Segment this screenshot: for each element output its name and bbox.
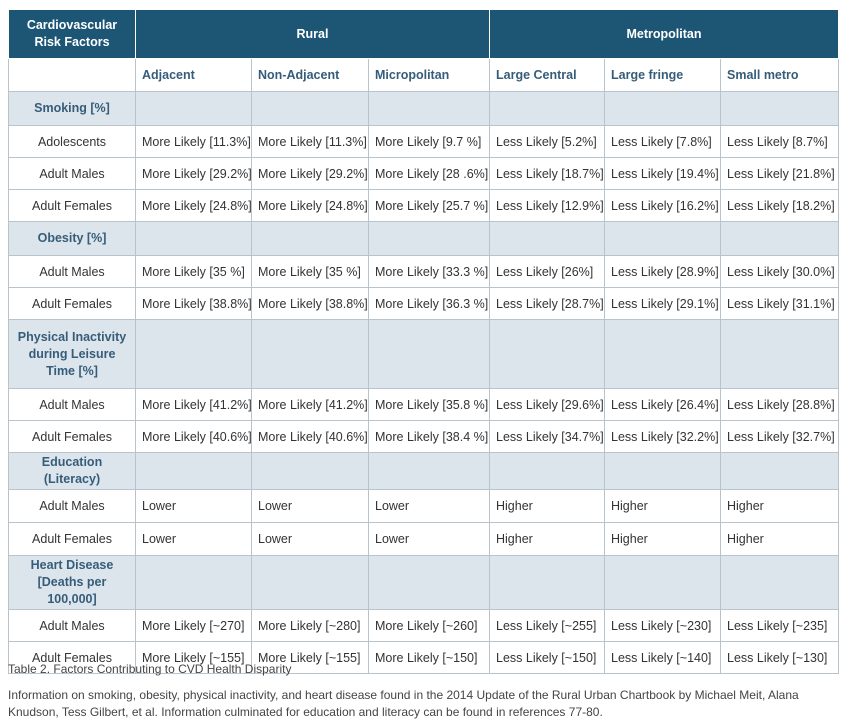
value-cell: More Likely [35 %] xyxy=(252,256,369,288)
value-cell: More Likely [38.8%] xyxy=(136,288,252,320)
subheader-empty xyxy=(9,59,136,92)
value-cell: More Likely [25.7 %] xyxy=(369,190,490,222)
value-cell: Less Likely [30.0%] xyxy=(721,256,839,288)
value-cell: More Likely [41.2%] xyxy=(136,389,252,421)
section-row xyxy=(9,556,839,610)
section-row xyxy=(9,222,839,256)
value-cell: More Likely [40.6%] xyxy=(252,421,369,453)
value-cell: Lower xyxy=(369,523,490,556)
section-empty-cell xyxy=(252,92,369,126)
value-cell: Less Likely [29.6%] xyxy=(490,389,605,421)
value-cell: More Likely [28 .6%] xyxy=(369,158,490,190)
subheader-small-metro: Small metro xyxy=(721,59,839,92)
subheader-row xyxy=(9,59,839,92)
section-row xyxy=(9,320,839,389)
value-cell: More Likely [40.6%] xyxy=(136,421,252,453)
value-cell: Higher xyxy=(490,490,605,523)
section-empty-cell xyxy=(369,453,490,490)
value-cell: More Likely [36.3 %] xyxy=(369,288,490,320)
section-empty-cell xyxy=(721,92,839,126)
value-cell: Less Likely [32.7%] xyxy=(721,421,839,453)
value-cell: Less Likely [~130] xyxy=(721,642,839,674)
table-row xyxy=(9,256,839,288)
value-cell: Less Likely [26.4%] xyxy=(605,389,721,421)
group-header-rural: Rural xyxy=(136,10,490,59)
subheader-large-fringe: Large fringe xyxy=(605,59,721,92)
row-label: Adult Females xyxy=(9,642,136,674)
row-label: Adult Males xyxy=(9,610,136,642)
value-cell: Higher xyxy=(721,523,839,556)
value-cell: Less Likely [19.4%] xyxy=(605,158,721,190)
section-empty-cell xyxy=(721,556,839,610)
section-empty-cell xyxy=(136,92,252,126)
table-row xyxy=(9,126,839,158)
section-row xyxy=(9,453,839,490)
row-label: Adult Males xyxy=(9,256,136,288)
section-empty-cell xyxy=(490,320,605,389)
section-empty-cell xyxy=(252,320,369,389)
row-label: Adult Females xyxy=(9,190,136,222)
table-row xyxy=(9,190,839,222)
subheader-micropolitan: Micropolitan xyxy=(369,59,490,92)
value-cell: Less Likely [~150] xyxy=(490,642,605,674)
table-row xyxy=(9,288,839,320)
value-cell: More Likely [33.3 %] xyxy=(369,256,490,288)
value-cell: More Likely [29.2%] xyxy=(252,158,369,190)
section-empty-cell xyxy=(136,222,252,256)
value-cell: Higher xyxy=(605,523,721,556)
value-cell: More Likely [~270] xyxy=(136,610,252,642)
source-note: Information on smoking, obesity, physical inactivity, and heart disease found in the 2014 Update of the Rural Urban Chartbook by Michael Meit, Alana Knudson, Tess Gilbert, et al. Information culminated for education and literacy can be found in references 77-80. xyxy=(8,688,799,719)
value-cell: Less Likely [18.7%] xyxy=(490,158,605,190)
value-cell: Less Likely [5.2%] xyxy=(490,126,605,158)
section-empty-cell xyxy=(136,320,252,389)
group-header-metropolitan: Metropolitan xyxy=(490,10,839,59)
section-empty-cell xyxy=(605,92,721,126)
value-cell: More Likely [~155] xyxy=(136,642,252,674)
section-title: Smoking [%] xyxy=(9,92,136,126)
value-cell: Less Likely [16.2%] xyxy=(605,190,721,222)
row-label: Adult Females xyxy=(9,523,136,556)
subheader-adjacent: Adjacent xyxy=(136,59,252,92)
section-empty-cell xyxy=(490,92,605,126)
table-row xyxy=(9,389,839,421)
risk-factor-table xyxy=(8,9,839,674)
value-cell: More Likely [35.8 %] xyxy=(369,389,490,421)
value-cell: Higher xyxy=(721,490,839,523)
value-cell: Less Likely [31.1%] xyxy=(721,288,839,320)
section-empty-cell xyxy=(605,222,721,256)
value-cell: More Likely [~280] xyxy=(252,610,369,642)
value-cell: More Likely [29.2%] xyxy=(136,158,252,190)
value-cell: More Likely [41.2%] xyxy=(252,389,369,421)
row-label: Adolescents xyxy=(9,126,136,158)
value-cell: Less Likely [34.7%] xyxy=(490,421,605,453)
section-title: Heart Disease [Deaths per 100,000] xyxy=(9,556,136,610)
value-cell: Less Likely [26%] xyxy=(490,256,605,288)
value-cell: Higher xyxy=(605,490,721,523)
section-empty-cell xyxy=(136,556,252,610)
value-cell: Lower xyxy=(252,523,369,556)
section-empty-cell xyxy=(721,222,839,256)
value-cell: More Likely [9.7 %] xyxy=(369,126,490,158)
value-cell: More Likely [38.8%] xyxy=(252,288,369,320)
value-cell: More Likely [11.3%] xyxy=(252,126,369,158)
table-body xyxy=(9,92,839,674)
value-cell: Less Likely [21.8%] xyxy=(721,158,839,190)
value-cell: Less Likely [28.7%] xyxy=(490,288,605,320)
subheader-non-adjacent: Non-Adjacent xyxy=(252,59,369,92)
value-cell: Less Likely [~230] xyxy=(605,610,721,642)
value-cell: Lower xyxy=(136,523,252,556)
value-cell: Less Likely [~140] xyxy=(605,642,721,674)
section-empty-cell xyxy=(490,222,605,256)
section-row xyxy=(9,92,839,126)
factor-header: Cardiovascular Risk Factors xyxy=(9,10,136,59)
value-cell: More Likely [~260] xyxy=(369,610,490,642)
section-title: Education (Literacy) xyxy=(9,453,136,490)
section-empty-cell xyxy=(252,453,369,490)
value-cell: Less Likely [28.8%] xyxy=(721,389,839,421)
table-row xyxy=(9,421,839,453)
value-cell: More Likely [24.8%] xyxy=(252,190,369,222)
section-empty-cell xyxy=(252,222,369,256)
value-cell: Lower xyxy=(252,490,369,523)
section-empty-cell xyxy=(369,556,490,610)
value-cell: Lower xyxy=(369,490,490,523)
section-empty-cell xyxy=(721,320,839,389)
row-label: Adult Females xyxy=(9,288,136,320)
value-cell: Lower xyxy=(136,490,252,523)
section-empty-cell xyxy=(369,320,490,389)
section-empty-cell xyxy=(369,222,490,256)
section-empty-cell xyxy=(605,453,721,490)
row-label: Adult Males xyxy=(9,490,136,523)
table-row xyxy=(9,490,839,523)
value-cell: Less Likely [32.2%] xyxy=(605,421,721,453)
table-row xyxy=(9,158,839,190)
value-cell: More Likely [38.4 %] xyxy=(369,421,490,453)
section-empty-cell xyxy=(605,556,721,610)
value-cell: More Likely [11.3%] xyxy=(136,126,252,158)
value-cell: Less Likely [18.2%] xyxy=(721,190,839,222)
section-title: Physical Inactivity during Leisure Time [%] xyxy=(9,320,136,389)
row-label: Adult Males xyxy=(9,158,136,190)
row-label: Adult Females xyxy=(9,421,136,453)
section-empty-cell xyxy=(136,453,252,490)
table-row xyxy=(9,523,839,556)
value-cell: Less Likely [28.9%] xyxy=(605,256,721,288)
table-container xyxy=(8,9,838,674)
value-cell: Less Likely [~255] xyxy=(490,610,605,642)
value-cell: More Likely [24.8%] xyxy=(136,190,252,222)
value-cell: Less Likely [29.1%] xyxy=(605,288,721,320)
value-cell: Less Likely [8.7%] xyxy=(721,126,839,158)
table-row xyxy=(9,610,839,642)
row-label: Adult Males xyxy=(9,389,136,421)
value-cell: Less Likely [12.9%] xyxy=(490,190,605,222)
section-empty-cell xyxy=(369,92,490,126)
section-empty-cell xyxy=(605,320,721,389)
table-caption: Table 2. Factors Contributing to CVD Health Disparity xyxy=(8,662,292,676)
value-cell: More Likely [~150] xyxy=(369,642,490,674)
section-empty-cell xyxy=(490,556,605,610)
section-empty-cell xyxy=(252,556,369,610)
subheader-large-central: Large Central xyxy=(490,59,605,92)
value-cell: Higher xyxy=(490,523,605,556)
section-empty-cell xyxy=(490,453,605,490)
section-empty-cell xyxy=(721,453,839,490)
value-cell: More Likely [~155] xyxy=(252,642,369,674)
value-cell: More Likely [35 %] xyxy=(136,256,252,288)
value-cell: Less Likely [~235] xyxy=(721,610,839,642)
value-cell: Less Likely [7.8%] xyxy=(605,126,721,158)
section-title: Obesity [%] xyxy=(9,222,136,256)
